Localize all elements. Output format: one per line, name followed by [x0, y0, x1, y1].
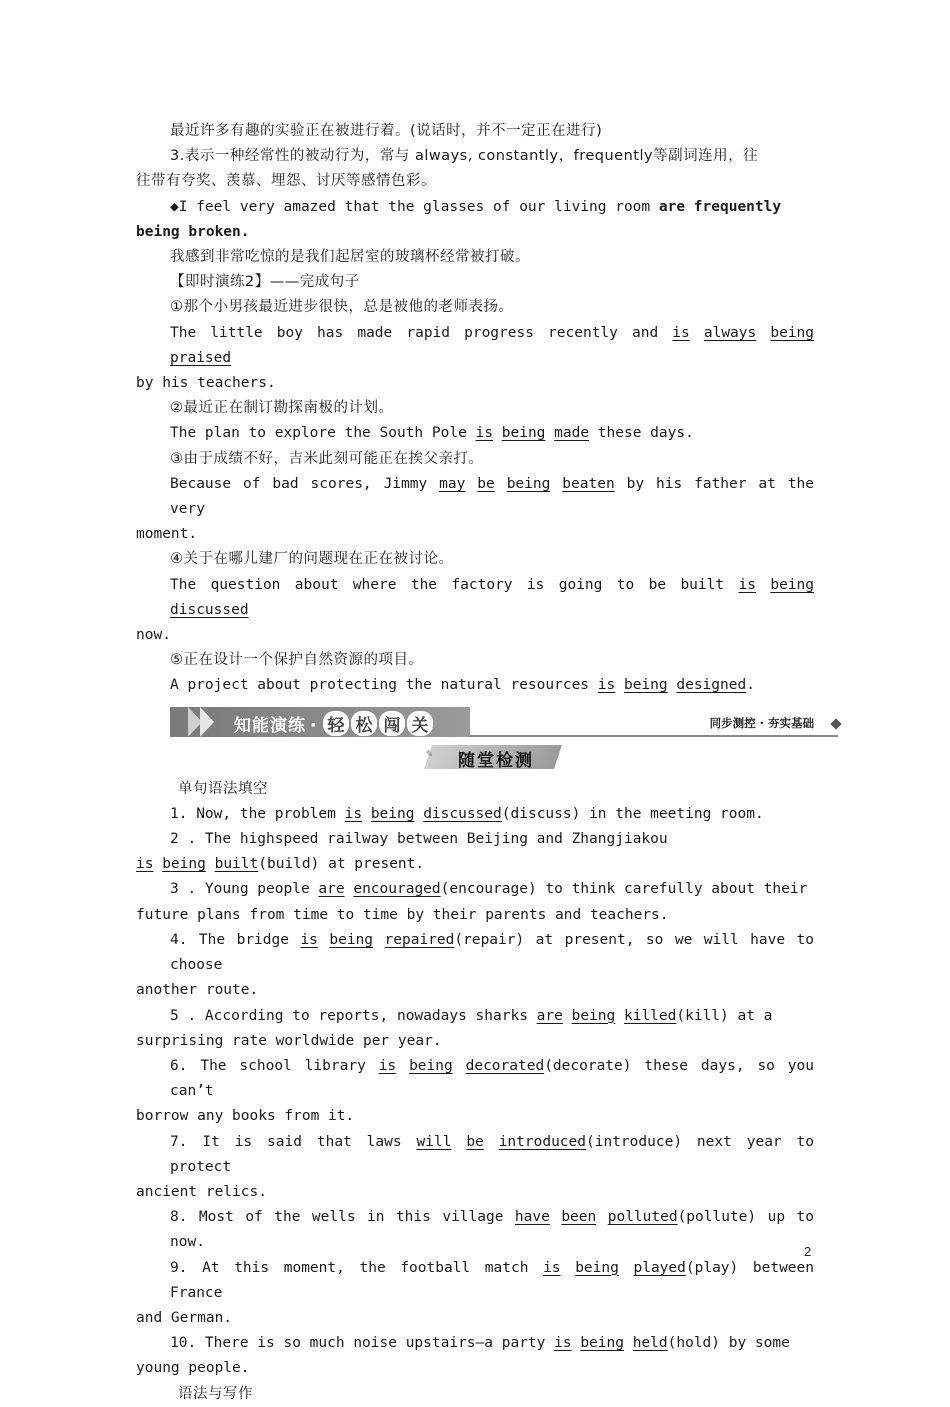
question-text: 9. At this moment, the football match: [170, 1259, 544, 1276]
section-header: [136, 743, 814, 777]
drill-text: The plan to explore the South Pole: [170, 425, 476, 442]
drill-heading: 【即时演练2】——完成句子: [170, 274, 360, 291]
answer-word: polluted: [607, 1209, 678, 1226]
intro-line: 最近许多有趣的实验正在被进行着。(说话时，并不一定正在进行): [170, 123, 603, 139]
question-text: (pollute) up to now.: [170, 1209, 823, 1251]
answer-word: discussed: [170, 601, 249, 618]
answer-word: being: [329, 931, 374, 948]
question-text: 1. Now, the problem: [170, 805, 345, 822]
drill-4-cn: ④关于在哪儿建厂的问题现在正在被讨论。: [170, 551, 454, 568]
question-text: 8. Most of the wells in this village: [170, 1209, 515, 1226]
answer-word: is: [672, 324, 690, 341]
question-3: [136, 877, 814, 902]
section-title: 随堂检测: [458, 750, 534, 771]
answer-word: is: [136, 856, 154, 873]
answer-word: being: [575, 1259, 619, 1276]
answer-word: is: [554, 1335, 572, 1352]
question-5: [136, 1004, 814, 1029]
answer-word: being: [409, 1057, 453, 1074]
answer-word: encouraged: [353, 881, 441, 898]
question-2-cont: [136, 852, 814, 877]
answer-word: may: [439, 475, 466, 492]
answer-word: introduced: [498, 1133, 587, 1150]
example-sentence: [136, 195, 814, 220]
exercise-heading: 单句语法填空: [178, 780, 268, 797]
answer-word: are: [318, 881, 345, 898]
drill-text: these days.: [589, 425, 694, 442]
drill-1-en: [136, 321, 814, 371]
drill-3-cn: ③由于成绩不好，吉米此刻可能正在挨父亲打。: [170, 450, 484, 467]
banner-rule: [470, 735, 838, 737]
answer-word: being: [571, 1007, 616, 1024]
question-3-cont: future plans from time to time by their parents and teachers.: [136, 906, 669, 923]
question-6: [136, 1054, 823, 1104]
drill-text: Because of bad scores, Jimmy: [170, 475, 440, 492]
drill-2-cn: ②最近正在制订勘探南极的计划。: [170, 400, 394, 417]
drill-2-en: [136, 421, 814, 446]
answer-word: being: [162, 856, 206, 873]
example-text: ◆I feel very amazed that the glasses of our living room: [170, 198, 659, 215]
answer-word: designed: [676, 677, 747, 694]
question-1: [136, 802, 814, 827]
question-4-cont: another route.: [136, 982, 259, 999]
answer-word: being: [580, 1335, 624, 1352]
answer-word: be: [477, 475, 495, 492]
answer-word: have: [514, 1209, 550, 1226]
page-number: 2: [804, 1244, 812, 1259]
answer-word: being: [501, 425, 546, 442]
banner-title-text: 知能演练: [234, 715, 306, 736]
question-text: 6. The school library: [170, 1057, 379, 1074]
pencil-icon: ✎: [426, 746, 433, 760]
drill-text: The question about where the factory is going to be built: [170, 576, 739, 593]
question-text: 5 . According to reports, nowadays sharks: [170, 1007, 537, 1024]
question-9-cont: and German.: [136, 1309, 233, 1326]
banner-pill: 轻: [323, 711, 349, 736]
answer-word: played: [633, 1259, 686, 1276]
question-text: 7. It is said that laws: [170, 1133, 417, 1150]
answer-word: is: [475, 425, 494, 442]
question-text: (hold) by some: [667, 1335, 790, 1352]
answer-word: always: [703, 324, 757, 341]
answer-word: built: [214, 856, 259, 873]
question-text: (build) at present.: [258, 856, 425, 873]
drill-text: The little boy has made rapid progress recently and: [170, 324, 673, 341]
drill-text: A project about protecting the natural resources: [170, 677, 598, 694]
question-text: (discuss) in the meeting room.: [501, 805, 764, 822]
section-banner: [170, 707, 840, 739]
question-10-cont: young people.: [136, 1360, 250, 1377]
answer-word: being: [370, 805, 415, 822]
banner-pill: 闯: [379, 711, 405, 736]
example-bold-cont: being broken.: [136, 223, 250, 240]
answer-word: made: [554, 425, 590, 442]
banner-pill: 松: [351, 711, 377, 736]
drill-3-cont: moment.: [136, 526, 198, 543]
question-text: (kill) at a: [676, 1007, 773, 1024]
question-text: (encourage) to think carefully about their: [440, 881, 808, 898]
answer-word: is: [344, 805, 363, 822]
question-text: 3 . Young people: [170, 881, 319, 898]
answer-word: will: [416, 1133, 452, 1150]
answer-word: being: [770, 576, 815, 593]
answer-word: is: [300, 931, 318, 948]
drill-4-en: [136, 573, 814, 623]
drill-4-cont: now.: [136, 627, 171, 644]
answer-word: is: [597, 677, 616, 694]
question-6-cont: borrow any books from it.: [136, 1108, 355, 1125]
answer-word: be: [466, 1133, 484, 1150]
question-7-cont: ancient relics.: [136, 1183, 267, 1200]
drill-1-cont: by his teachers.: [136, 375, 276, 392]
drill-text: .: [746, 677, 755, 694]
answer-word: being: [623, 677, 668, 694]
answer-word: been: [561, 1209, 597, 1226]
banner-dot: ·: [310, 715, 318, 736]
writing-heading: 语法与写作: [178, 1385, 253, 1402]
question-text: (decorate) these days, so you can’t: [170, 1057, 823, 1100]
banner-subtitle: 同步测控 · 夯实基础: [709, 715, 814, 730]
answer-word: decorated: [465, 1057, 545, 1074]
question-text: (introduce) next year to protect: [170, 1133, 823, 1175]
drill-5-en: [136, 673, 814, 698]
drill-1-cn: ①那个小男孩最近进步很快，总是被他的老师表扬。: [170, 299, 514, 316]
answer-word: is: [543, 1259, 561, 1276]
chevron-icon: [200, 707, 214, 737]
banner-pill: 关: [407, 711, 433, 736]
question-2: 2 . The highspeed railway between Beijing and Zhangjiakou: [170, 831, 668, 848]
question-text: (play) between France: [170, 1259, 823, 1301]
answer-word: are: [536, 1007, 563, 1024]
answer-word: discussed: [423, 805, 502, 822]
question-7: [136, 1130, 823, 1180]
diamond-icon: [830, 718, 841, 729]
example-translation: 我感到非常吃惊的是我们起居室的玻璃杯经常被打破。: [170, 249, 530, 266]
question-8: [136, 1205, 823, 1255]
answer-word: held: [632, 1335, 668, 1352]
rule-3-cont: 往带有夸奖、羡慕、埋怨、讨厌等感情色彩。: [136, 173, 436, 190]
question-text: 10. There is so much noise upstairs—a party: [170, 1335, 555, 1352]
drill-5-cn: ⑤正在设计一个保护自然资源的项目。: [170, 652, 424, 669]
document-body: [136, 119, 823, 1407]
answer-word: beaten: [562, 475, 615, 492]
question-5-cont: surprising rate worldwide per year.: [136, 1032, 442, 1049]
question-9: [136, 1256, 823, 1306]
answer-word: praised: [170, 349, 232, 366]
example-bold: are frequently: [658, 198, 782, 215]
banner-title: [234, 711, 433, 736]
rule-3-line: 3.表示一种经常性的被动行为，常与 always, constantly，frequently等副词连用，往: [170, 148, 759, 165]
question-4: [136, 928, 823, 978]
drill-3-en: [136, 472, 823, 522]
answer-word: is: [378, 1057, 397, 1074]
drill-text: by his father at the very: [170, 475, 823, 518]
question-text: (repair) at present, so we will have to choose: [170, 931, 823, 974]
answer-word: being: [506, 475, 551, 492]
answer-word: repaired: [384, 931, 455, 948]
answer-word: is: [738, 576, 756, 593]
answer-word: killed: [623, 1007, 677, 1024]
question-text: 4. The bridge: [170, 931, 301, 948]
answer-word: being: [770, 324, 815, 341]
